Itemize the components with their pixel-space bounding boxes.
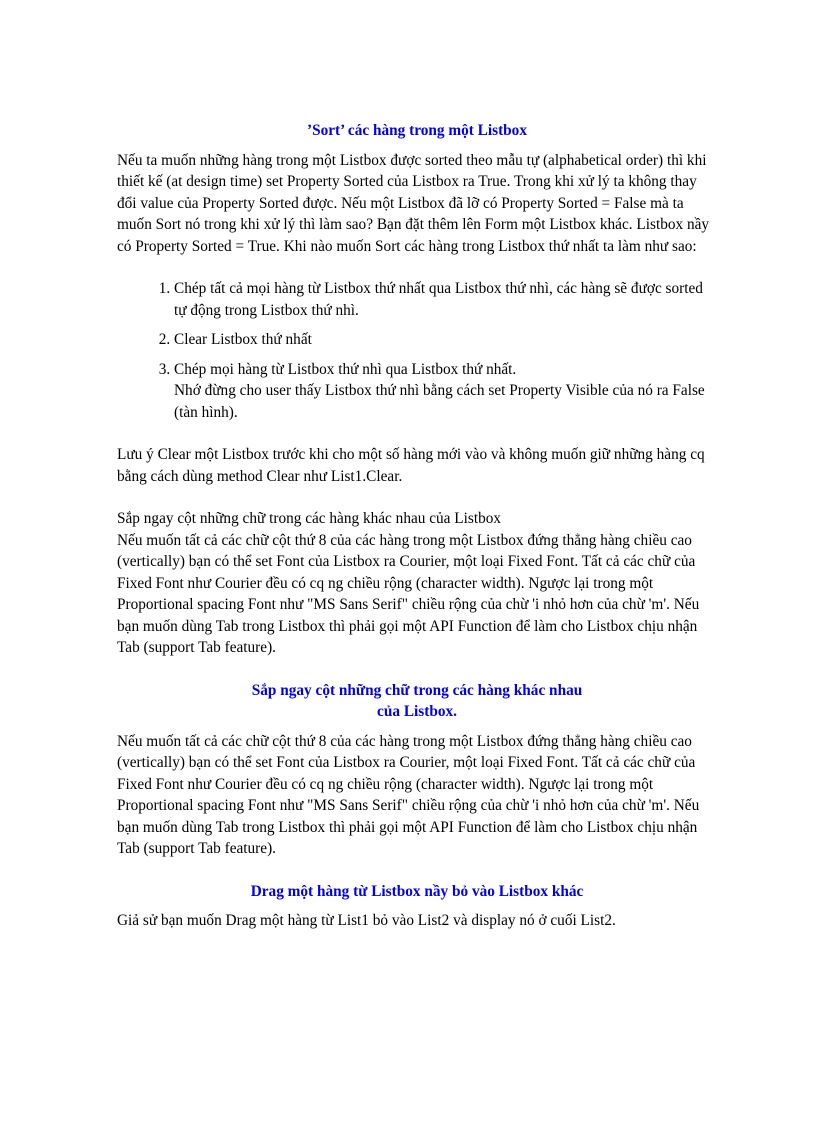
step-3-note: Nhớ đừng cho user thấy Listbox thứ nhì bằng cách set Property Visible của nó ra False (tàn hình). (174, 382, 705, 421)
paragraph-sort-intro: Nếu ta muốn những hàng trong một Listbox được sorted theo mẫu tự (alphabetical order) thì khi thiết kế (at design time) set Property Sorted của Listbox ra True. Trong khi xử lý ta không thay đổi value của Property Sorted được. Nếu một Listbox đã lỡ có Property Sorted = False mà ta muốn Sort nó trong khi xử lý thì làm sao? Bạn đặt thêm lên Form một Listbox khác. Listbox nầy có Property Sorted = True. Khi nào muốn Sort các hàng trong Listbox thứ nhất ta làm như sao: (117, 151, 710, 255)
spacer (117, 860, 717, 881)
spacer (117, 142, 717, 150)
list-item (174, 278, 717, 321)
spacer (117, 423, 717, 444)
paragraph-column-align-1: Nếu muốn tất cả các chữ cột thứ 8 của các hàng trong một Listbox đứng thẳng hàng chiều cao (vertically) bạn có thể set Font của Listbox ra Courier, một loại Fixed Font. Tất cả các chữ của Fixed Font như Courier đều có cq ng chiều rộng (character width). Ngược lại trong một Proportional spacing Font như "MS Sans Serif" chiều rộng của chừ 'i nhỏ hơn của chừ 'm'. Nếu bạn muốn dùng Tab trong Listbox thì phải gọi một API Function để làm cho Listbox chịu nhận Tab (support Tab feature). (117, 531, 700, 656)
list-item (174, 329, 717, 351)
paragraph-drag: Giả sử bạn muốn Drag một hàng từ List1 bỏ vào List2 và display nó ở cuối List2. (117, 912, 616, 929)
step-3-text: Chép mọi hàng từ Listbox thứ nhì qua Listbox thứ nhất. (174, 360, 517, 378)
section-heading-drag: Drag một hàng từ Listbox nầy bỏ vào Listbox khác (250, 882, 584, 900)
section-heading-align-line2: của Listbox. (377, 703, 457, 720)
list-item (174, 359, 717, 424)
spacer (117, 723, 717, 731)
paragraph-clear-note: Lưu ý Clear một Listbox trước khi cho một số hàng mới vào và không muốn giữ những hàng cq bằng cách dùng method Clear như List1.Clear. (117, 446, 705, 485)
spacer (117, 659, 717, 680)
plain-subtitle: Sắp ngay cột những chữ trong các hàng khác nhau của Listbox (117, 510, 502, 527)
document-page (117, 120, 717, 932)
step-2-text: Clear Listbox thứ nhất (174, 331, 312, 348)
step-1-text: Chép tất cả mọi hàng từ Listbox thứ nhất qua Listbox thứ nhì, các hàng sẽ được sorted tự động trong Listbox thứ nhì. (174, 280, 703, 319)
section-heading-sort: ’Sort’ các hàng trong một Listbox (307, 122, 527, 139)
sort-steps-list (117, 278, 717, 423)
spacer (117, 902, 717, 910)
paragraph-column-align-2: Nếu muốn tất cả các chữ cột thứ 8 của các hàng trong một Listbox đứng thẳng hàng chiều cao (vertically) bạn có thể set Font của Listbox ra Courier, một loại Fixed Font. Tất cả các chữ của Fixed Font như Courier đều có cq ng chiều rộng (character width). Ngược lại trong một Proportional spacing Font như "MS Sans Serif" chiều rộng của chừ 'i nhỏ hơn của chừ 'm'. Nếu bạn muốn dùng Tab trong Listbox thì phải gọi một API Function để làm cho Listbox chịu nhận Tab (support Tab feature). (117, 732, 700, 857)
section-heading-align-line1: Sắp ngay cột những chữ trong các hàng khác nhau (251, 681, 583, 699)
spacer (117, 487, 717, 508)
spacer (117, 257, 717, 278)
